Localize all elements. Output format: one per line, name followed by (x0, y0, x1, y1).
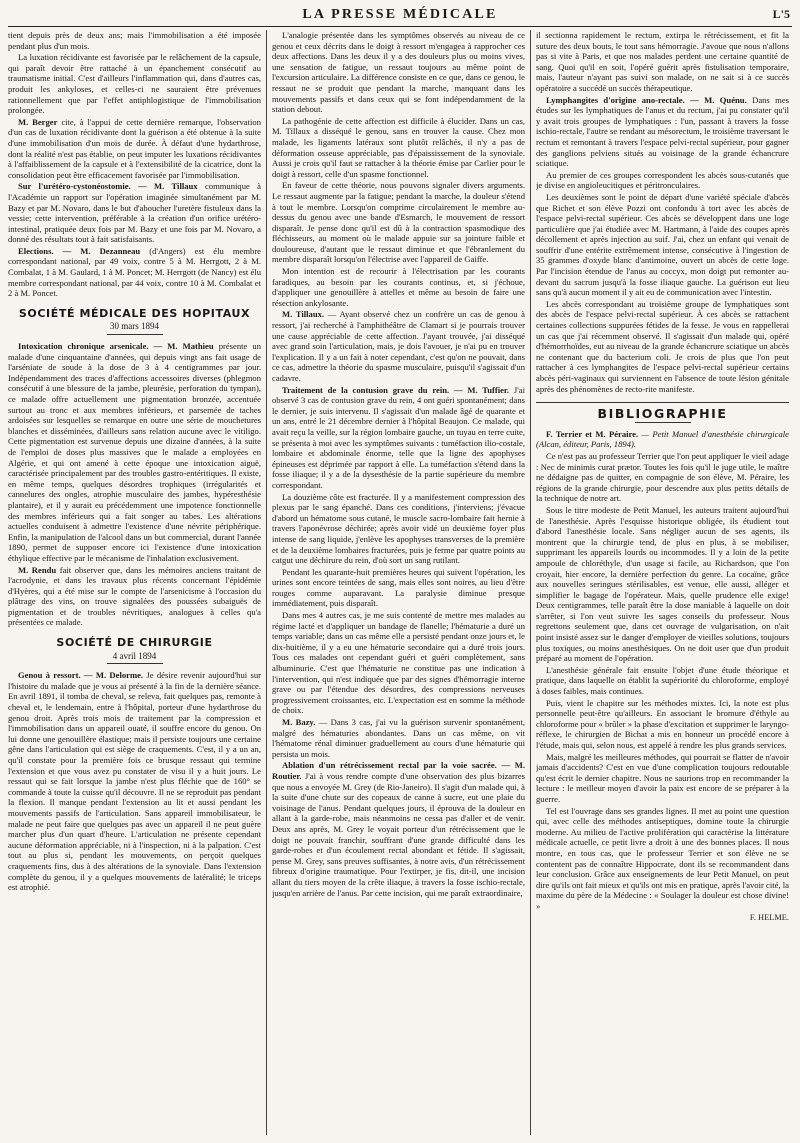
paragraph (8, 565, 261, 629)
bibliography-heading: BIBLIOGRAPHIE (597, 406, 728, 422)
run-in-heading: Traitement de la contusion grave du rein. — M. Tuffier. (282, 384, 510, 395)
paragraph-text: Je désire revenir aujourd'hui sur l'histoire du malade que je vous ai présenté à la fin de la dernière séance. En avril 1891, il tomba de cheval, se releva, fait quelques pas, remonte à cheval et, le lendemain, entre à l'hôpital, porteur d'une hydarthrose du genou droit. Après trois mois de traitement par la compression et l'immobilisation dans un appareil ouaté, il souffre encore du genou. On lui donne une genouillère élastique; mais il persiste toujours une certaine gêne dans l'articulation qui est siège de craquements. C'est, il y a un an, qu'il constate pour la première fois ce brusque ressaut qui termine l'extension et que vous avez pu constater de visu il y a huit jours. Le ressaut qui se fait lorsque la jambe n'est plus fléchie que de 160° se commande à toute la cuisse qu'il découvre. Il ne se reproduit pas pendant la flexion. Il manque pendant l'extension au lit et aussi pendant les mouvements passifs de l'articulation. Sans appareil immobilisateur, le malade ne peut faire que quelques pas avec un appareil il ne peut guère marcher plus d'un quart d'heure. L'articulation ne présente cependant aucune déformation appréciable, ni à l'inspection, ni à la palpation. C'est tout au plus si, pendant les mouvements, on perçoit quelques craquements fins, dus à des altérations de la synoviale. Dans l'extension complète du genou, il y a quelques mouvements de latéralité; le triceps est atrophié. (8, 670, 261, 893)
run-in-heading: Elections. — M. Dezanneau (18, 245, 141, 256)
book-authors: F. Terrier et M. Péraire. (546, 428, 639, 439)
paragraph: La pathogénie de cette affection est difficile à élucider. Dans un cas, M. Tillaux a disséqué le genou, sans en trouver la cause. Chez mon malade, les ligaments latéraux sont plutôt relâchés, il n'y a pas de déformation osseuse appréciable, pas d'épaississement de la synoviale. Aussi je crois qu'il faut se rattacher à la théorie émise par Carlier pour le doigt à ressort, celle d'un spasme fonctionnel. (272, 115, 525, 179)
paragraph-text: cite, à l'appui de cette dernière remarque, l'observation d'un cas de luxation récidivante dont la guérison a été obtenue à la suite d'une immobilisation d'un mois de durée. À défaut d'une hydarthrose, dont la réalité n'est pas établie, on peut imputer les luxations récidivantes à l'affaiblissement de la capsule et à l'extensibilité de la cicatrice, dont la consolidation peut être efficacement favorisée par l'immobilisation. (8, 116, 261, 180)
paragraph: L'analogie présentée dans les symptômes observés au niveau de ce genou et ceux décrits dans le doigt à ressort m'engagea à rapprocher ces deux affections. Dans les deux il y a des douleurs plus ou moins vives, une sensation de fatigue, un ressaut toujours au même point de l'excursion articulaire. La différence consiste en ce que, dans ce genou, le ressaut ne se produit que pendant la marche, manquant dans les mouvements passifs et dans ceux qui se font indépendamment de la station debout. (272, 30, 525, 115)
paragraph: Mais, malgré les meilleures méthodes, qui pourrait se flatter de n'avoir jamais d'accidents? C'est en vue d'une complication toujours redoutable qu'est écrit le dernier chapitre. Nous ne saurions trop en recommander la lecture : le meilleur moyen d'avoir la paix est encore de se préparer à la guerre. (536, 751, 789, 804)
speaker-heading: M. Bazy. (282, 717, 316, 727)
paragraph (8, 670, 261, 892)
paragraph: L'anesthésie générale fait ensuite l'objet d'une étude théorique et pratique, dans laquelle on établit la supériorité du chloroforme, employé à doses faibles, mais continues. (536, 664, 789, 697)
bibliography-entry (536, 429, 789, 450)
paragraph-text: J'ai à vous rendre compte d'une observation des plus bizarres que nous a envoyée M. Grey (de Rio-Janeiro). Il s'agit d'un malade qui, à la suite d'une chute sur des copeaux de canne à sucre, eut une plaie du voisinage de l'anus. Pendant quelques jours, il éprouva de la douleur en allant à la garde-robe, mais néanmoins ne cessa pas d'aller et de venir. Deux ans après, M. Grey le voyait porteur d'un rétrécissement que le doigt ne pouvait franchir, souffrant d'une grande difficulté dans les garde-robes et d'un écoulement rectal abondant et fétide. Il s'agissait, pense M. Grey, sans preuves suffisantes, à notre avis, d'un rétrécissement fibreux d'origine traumatique. Pour l'extirper, je fis, dit-il, une incision allant du tiers moyen de la crête iliaque, à travers la fosse ischio-rectale, jusqu'en arrière de l'anus. Par cette incision, qui me paraît extraordinaire, (272, 770, 525, 898)
section-date: 4 avril 1894 (112, 650, 157, 661)
paragraph: tient depuis près de deux ans; mais l'immobilisation a été imposée pendant plus d'un mois. (8, 30, 261, 51)
paragraph (8, 341, 261, 563)
divider (635, 422, 691, 423)
column-right (536, 30, 789, 1135)
paragraph-text: (d'Angers) est élu membre correspondant national, par 49 voix, contre 5 à M. Herrgott, 2 à M. Combalat, 1 à M. Gaulard, 1 à M. Poncet; M. Herrgott (de Nancy) est élu membre correspondant national, par 44 voix, contre 10 à M. Combalat et 2 à M. Poncet. (8, 245, 261, 299)
paragraph-text: fait observer que, dans les mémoires anciens traitant de l'acrodynie, et dans les travaux plus récents concernant l'épidémie d'Hyères, qui a été mise sur le compte de l'arsenicisme à l'occasion du plâtrage des vins, on trouve signalées des poussées subaiguës de pigmentation et de troubles névritiques, analogues à celles qu'a présentées ce malade. (8, 564, 261, 628)
paragraph: Mon intention est de recourir à l'électrisation par les courants faradiques, au besoin par les courants continus, et, si j'échoue, d'appliquer une genouillère à attelles et même au besoin de faire une résection ankylosante. (272, 266, 525, 308)
column-rule (530, 30, 531, 1135)
paragraph-text: présente un malade d'une cinquantaine d'années, qui depuis vingt ans fait usage de l'arséniate de soude à la dose de 3 à 4 centigrammes par jour. Indépendamment des traces d'affections accessoires diverses (phlegmon consécutif à une blessure de la jambe, pleurésie, perforation du tympan), ce malade offre actuellement une pigmentation bronzée, accentuée surtout au tronc et aux membres inférieurs, et parsemée de taches ardoisées sur lesquelles se remarque en outre une série de mouchetures blanches et disséminées, d'ailleurs sans relation aucune avec le vitiligo. Cette pigmentation est survenue depuis une dizaine d'années, à la suite de l'emploi de doses plus massives que le malade a employées en Algérie, et qui ont amené à cette époque une intoxication aiguë, caractérisée principalement par des troubles gastro-entéritiques. Il existe, en même temps, quelques désordres trophiques (irrégularités et cannelures des ongles, atrophie musculaire des jambes, hypéresthésie plantaire), et il y aurait eu précédemment une impotence fonctionnelle des membres inférieurs qui a fait songer au tabes. Les altérations actuelles conduisent à admettre l'existence d'une névrite périphérique. Enfin, la manipulation de l'alcool dans un but commercial, durant l'année 1890, permet de supposer encore ici l'existence d'une intoxication éthylique effective par le mécanisme de l'inhalation exclusivement. (8, 341, 261, 563)
article-columns (8, 30, 792, 1135)
column-left (8, 30, 261, 1135)
paragraph: Tel est l'ouvrage dans ses grandes lignes. Il met au point une question qui, avec celle des méthodes antiseptiques, domine toute la chirurgie moderne. Au milieu de l'active prolifération qui caractérise la littérature médicale actuelle, ce petit livre a droit à une des bonnes places. Il nous montre, en tous cas, que le professeur Terrier et son élève ne se contentent pas de connaître Hippocrate, dont ils se recommandent dans leur conclusion. Grâce aux enseignements de leur Petit Manuel, on peut dire qu'ils ont fait mieux et qu'ils ont mis en pratique, après l'avoir cité, la maxime du père de la Médecine : « Soulager la douleur est chose divine! » (536, 805, 789, 911)
page-folio: L'5 (772, 7, 790, 21)
run-in-heading: Sur l'urétéro-cystonéostomie. — M. Tillaux (18, 181, 198, 192)
speaker-heading: M. Tillaux. (282, 309, 325, 320)
run-in-heading: Ablation d'un rétrécissement rectal par la voie sacrée. — M. Routier. (272, 760, 525, 781)
paragraph-text: Dans mes études sur les lymphatiques de l'anus et du rectum, j'ai pu constater qu'il y avait trois groupes de lymphatiques : l'un, passant à travers la fosse ischio-rectale, l'autre se rendant au mésorectum, le troisième traversant le rectum et remontant à travers l'espace pelvi-rectal supérieur, pour gagner des ganglions pelviens situés au voisinage de la grande échancrure sciatique. (536, 94, 789, 169)
column-middle (272, 30, 525, 1135)
paragraph: En faveur de cette théorie, nous pouvons signaler divers arguments. Le ressaut augmente par la fatigue; pendant la marche, la douleur s'étend à tout le membre. Lorsqu'on comprime circulairement le membre au-dessus du genou avec une bande d'Esmarch, le mouvement de ressort disparaît. Je pense donc qu'il est dû à la contraction spasmodique des fléchisseurs, au moment où le malade appuie sur sa jointure faible et douloureuse, d'autant que le ressaut diminue et que l'ébranlement du membre disparaît lorsqu'on l'électrise avec l'appareil de Gaiffe. (272, 180, 525, 265)
speaker-heading: M. Rendu (18, 564, 57, 575)
section-date: 30 mars 1894 (110, 321, 159, 332)
paragraph: Puis, vient le chapitre sur les méthodes mixtes. Ici, la note est plus personnelle peut-être qu'ailleurs. En associant le bromure d'éthyle au chloroforme pour « brûler » la phase d'excitation et supprimer le laryngo-réflexe, le chirurgien de Bichat a mis en honneur un procédé encore à l'étude, mais qui, selon nous, est appelé à rendre les plus grands services. (536, 697, 789, 750)
section-rule (536, 402, 789, 403)
paragraph: Dans mes 4 autres cas, je me suis contenté de mettre mes malades au régime lacté et d'appliquer un bandage de flanelle; l'hématurie a duré un temps variable; dans un cas même elle a persisté pendant onze jours et, le dix-huitième, il y a eu une hématurie secondaire qui a duré trois jours. Tous ces malades ont cependant guéri et guéri complètement, sans albuminurie. C'est que l'hématurie ne constitue pas une indication à l'intervention, qui n'est indiquée que par des signes d'hémorragie interne grave ou par l'étendue des désordres, des compressions nerveuses progressivement croissantes, etc. L'expectation est en somme la méthode de choix. (272, 610, 525, 716)
paragraph: Les abcès correspondant au troisième groupe de lymphatiques sont des abcès de l'espace pelvi-rectal supérieur. À ces abcès se rattachent certaines collections suppurées fétides de la fesse. Je vous en rappellerai un cas que j'ai récemment observé. Il s'agissait d'un malade qui, opéré d'hémorrhoïdes, eut au niveau de la grande échancrure sciatique un abcès ne contenant que du bacterium coli. Je crois de plus que l'on peut rattacher à ces lymphangites de l'espace pelvi-rectal supérieur certains abcès péri-vaginaux qui surviennent en l'absence de toute lésion génitale après des phénomènes de recto-rite manifeste. (536, 298, 789, 394)
book-title: — Petit Manuel d'anesthésie chirurgicale (Alcan, éditeur, Paris, 1894). (536, 428, 789, 450)
paragraph (272, 309, 525, 383)
run-in-heading: Genou à ressort. — M. Delorme. (18, 670, 144, 681)
paragraph: Pendant les quarante-huit premières heures qui suivent l'opération, les urines sont encore teintées de sang, mais elles sont noires, au lieu d'être rouges comme auparavant. La paralysie diminue presque immédiatement, puis disparaît. (272, 566, 525, 609)
paragraph (272, 385, 525, 491)
section-heading: SOCIÉTÉ DE CHIRURGIE (56, 636, 213, 650)
paragraph: La luxation récidivante est favorisée par le relâchement de la capsule, qui paraît devoir être rattaché à un épanchement consécutif au traumatisme initial. C'est d'ailleurs l'inflammation qui, dans d'autres cas, produit les ankyloses, et celles-ci ne sauraient être prévenues rationnellement que par l'effet antiphlogistique de l'immobilisation prolongée. (8, 52, 261, 116)
divider (107, 663, 163, 664)
paragraph (536, 95, 789, 169)
review-signature: F. HELME. (749, 912, 789, 922)
paragraph-text: — Dans 3 cas, j'ai vu la guérison survenir spontanément, malgré des hématuries abondantes. Dans un cas même, on vit l'hématome rénal diminuer graduellement au cours d'une hématurie qui persista un mois. (272, 717, 525, 759)
paragraph (8, 117, 261, 181)
section-heading: SOCIÉTÉ MÉDICALE DES HOPITAUX (18, 306, 251, 320)
paragraph (8, 181, 261, 245)
journal-title: LA PRESSE MÉDICALE (302, 7, 498, 22)
column-rule (266, 30, 267, 1135)
run-in-heading: Lymphangites d'origine ano-rectale. — M. Quénu. (546, 94, 747, 105)
paragraph: Les deuxièmes sont le point de départ d'une variété spéciale d'abcès que Richet et son élève Pozzi ont confondu à tort avec les abcès de l'espace pelvi-rectal supérieur. Ces abcès se développent dans une loge particulière que j'ai étudiée avec M. Hartmann, à l'aide des coupes après décollement et après injection au suif. J'ai, chez un enfant qui venait de souffrir d'une entérite extrêmement intense, consécutive à l'ingestion de 35 grammes d'oxyde blanc d'antimoine, ouvert un abcès de cette loge. Par l'incision étendue de l'anus au coccyx, mon doigt put remonter au-devant du sacrum jusqu'à la fosse iliaque gauche. La guérison eut lieu sans qu'à aucun moment il y ait eu de communication avec l'intestin. (536, 191, 789, 298)
paragraph: il sectionna rapidement le rectum, extirpa le rétrécissement, et fit la suture des deux bouts, le tout sans hémorragie. J'avoue que nous n'allons pas si vite à Paris, et que nos malades perdent une certaine quantité de sang. Quoi qu'il en soit, l'opéré guérit après fistulisation temporaire, mais, l'auteur n'ayant pas suivi son malade, on ne sait si à ce succès opératoire a succédé un succès thérapeutique. (536, 30, 789, 93)
paragraph: Au premier de ces groupes correspondent les abcès sous-cutanés que je divise en angioleucitiques et péritronculaires. (536, 169, 789, 191)
divider (107, 334, 163, 335)
masthead (8, 4, 792, 27)
paragraph-text: communique à l'Académie un rapport sur l'opération imaginée simultanément par M. Bazy et par M. Novaro, dans le but d'aboucher l'uretère fistuleux dans la vessie; cette intervention, préférable à la création d'un orifice urétéro-intestinal, pratiquée deux fois par M. Bazy et une fois par M. Novaro, a donné des résultats tout à fait satisfaisants. (8, 181, 261, 245)
paragraph (272, 717, 525, 759)
speaker-heading: M. Berger (18, 116, 58, 127)
paragraph (8, 246, 261, 299)
paragraph (272, 760, 525, 898)
paragraph: Sous le titre modeste de Petit Manuel, les auteurs traitent aujourd'hui de l'anesthésie. Après l'esquisse historique obligée, ils étudient tout d'abord l'anesthésie locale. Sans négliger aucun de ses agents, ils montrent que la chirurgie tend, de plus en plus, à se mobiliser, supprimant les appareils lourds ou incommodes. Il y a loin de la petite ampoule de chloréthyle, d'un usage si facile, au Richardson, que l'on croyait, hier encore, la dernière perfection du genre. La cocaïne, grâce aux nouvelles seringues stérilisables, est venue, elle aussi, alléger et simplifier le bagage de l'opérateur. Mais, quelle prudence elle exige! Deux centigrammes, telle paraît être la dose maniable à laquelle on doit s'arrêter, si l'on veut suivre les sages conseils du professeur. Nous regrettons seulement que, dans cet ouvrage de vulgarisation, on n'ait point insisté assez sur le danger d'employer de vieilles solutions, toujours plus toxiques, ou moins anesthésiques. On ne doit user que d'un produit préparé au moment de l'opération. (536, 504, 789, 664)
run-in-heading: Intoxication chronique arsenicale. — M. Mathieu (18, 341, 214, 352)
paragraph-text: J'ai observé 3 cas de contusion grave du rein, 4 ont guéri spontanément; dans le dernier, je suis intervenu. Il s'agissait d'un malade âgé de quarante et un ans, entré le 21 décembre dernier à l'hôpital Beaujon. Ce malade, qui avait reçu la veille, sur la région lombaire gauche, un tuyau en terre cuite, se présenta à moi avec les symptômes suivants : tuméfaction ilio-costale, lombaire et abdominale énorme, telle que la ligne des apophyses épineuses est déprimée par rapport à elle. La tuméfaction s'étend dans la fosse iliaque; il y a de la dysesthésie de la partie supérieure du membre correspondant. (272, 384, 525, 490)
paragraph: Ce n'est pas au professeur Terrier que l'on peut appliquer le vieil adage : Nec de minimis curat prætor. Toutes les fois qu'il le juge utile, le maître ne dédaigne pas de quitter, en compagnie de son élève, M. Péraire, les régions de la grande chirurgie, pour descendre aux plus petits détails de la technique de notre art. (536, 450, 789, 504)
paragraph-text: — Ayant observé chez un confrère un cas de genou à ressort, j'ai recherché à l'amphithéâtre de Clamart si je pourrais trouver une cause appréciable de cette affection. J'ayant trouvée, j'ai disséqué avec grand soin l'articulation, mais, je dois l'avouer, je n'ai pu en trouver l'explication. Il y a un fait à noter cependant, c'est qu'on ne pouvait, dans ce cas, admettre la théorie du spasme musculaire, puisqu'il s'agissait d'un cadavre. (272, 309, 525, 383)
paragraph: La douzième côte est fracturée. Il y a manifestement compression des plexus par le sang épanché. Dans ces conditions, j'interviens; j'évacue d'abord un hématome sous cutané, le muscle sacro-lombaire fait hernie à travers l'aponévrose déchirée; après avoir vidé un deuxième foyer plus intense de sang liquide, j'enlève les apophyses transverses de la première et de la deuxième lombaires fracturées, puis je ferme par quatre points au catgut une déchirure du rein, d'où sort un sang rutilant. (272, 491, 525, 566)
